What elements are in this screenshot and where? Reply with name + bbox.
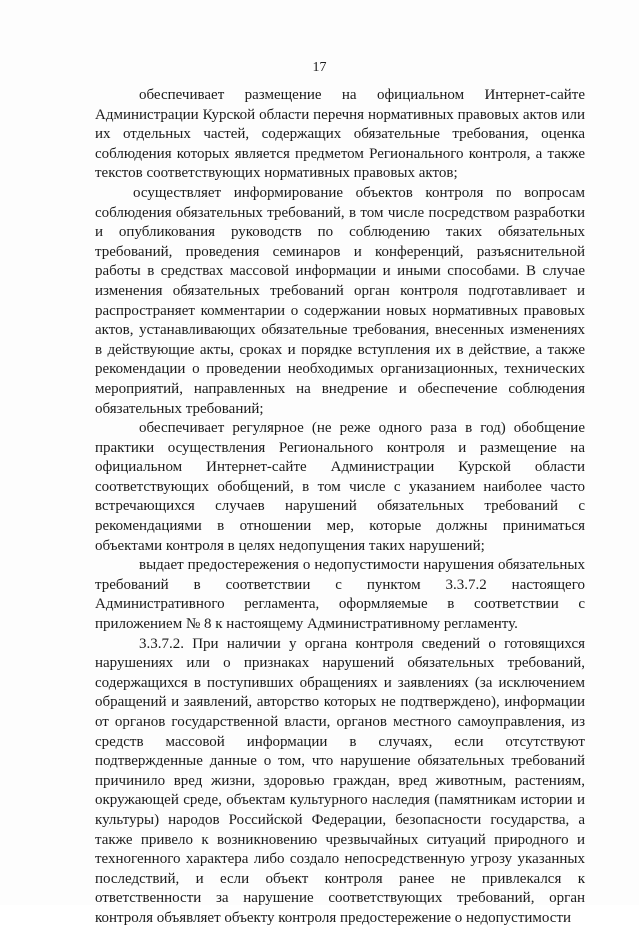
paragraph-publication: обеспечивает размещение на официальном Интернет-сайте Администрации Курской области перечня нормативных правовых актов или их отдельных частей, содержащих обязательные требования, оценка соблюдения которых является предметом Регионального контроля, а также текстов соответствующих нормативных правовых актов;	[95, 87, 585, 182]
paragraph-practice-summary: обеспечивает регулярное (не реже одного раза в год) обобщение практики осуществления Регионального контроля и размещение на официальном Интернет-сайте Администрации Курской области соответствующих обобщений, в том числе с указанием наиболее часто встречающихся случаев нарушений обязательных требований с рекомендациями в отношении мер, которые должны приниматься объектами контроля в целях недопущения таких нарушений;	[95, 420, 585, 554]
page-number: 17	[312, 60, 327, 75]
paragraph-informing: осуществляет информирование объектов контроля по вопросам соблюдения обязательных требований, в том числе посредством разработки и опубликования руководств по соблюдению таких обязательных требований, проведения семинаров и конференций, разъяснительной работы в средствах массовой информации и иными способами. В случае изменения обязательных требований орган контроля подготавливает и распространяет комментарии о содержании новых нормативных правовых актов, устанавливающих обязательные требования, внесенных изменениях в действующие акты, сроках и порядке вступления их в действие, а также рекомендации о проведении необходимых организационных, технических мероприятий, направленных на внедрение и обеспечение соблюдения обязательных требований;	[95, 184, 585, 417]
paragraph-warnings: выдает предостережения о недопустимости нарушения обязательных требований в соответствии с пунктом 3.3.7.2 настоящего Административного регламента, оформляемые в соответствии с приложением № 8 к настоящему Административному регламенту.	[95, 557, 585, 633]
paragraph-3-3-7-2: 3.3.7.2. При наличии у органа контроля сведений о готовящихся нарушениях или о признаках нарушений обязательных требований, содержащихся в поступивших обращениях и заявлениях (за исключением обращений и заявлений, авторство которых не подтверждено), информации от органов государственной власти, органов местного самоуправления, из средств массовой информации в случаях, если отсутствуют подтвержденные данные о том, что нарушение обязательных требований причинило вред жизни, здоровью граждан, вред животным, растениям, окружающей среде, объектам культурного наследия (памятникам истории и культуры) народов Российской Федерации, безопасности государства, а также привело к возникновению чрезвычайных ситуаций природного и техногенного характера либо создало непосредственную угрозу указанных последствий, и если объект контроля ранее не привлекался к ответственности за нарушение соответствующих требований, орган контроля объявляет объекту контроля предостережение о недопустимости	[95, 635, 585, 926]
document-body	[95, 86, 585, 929]
